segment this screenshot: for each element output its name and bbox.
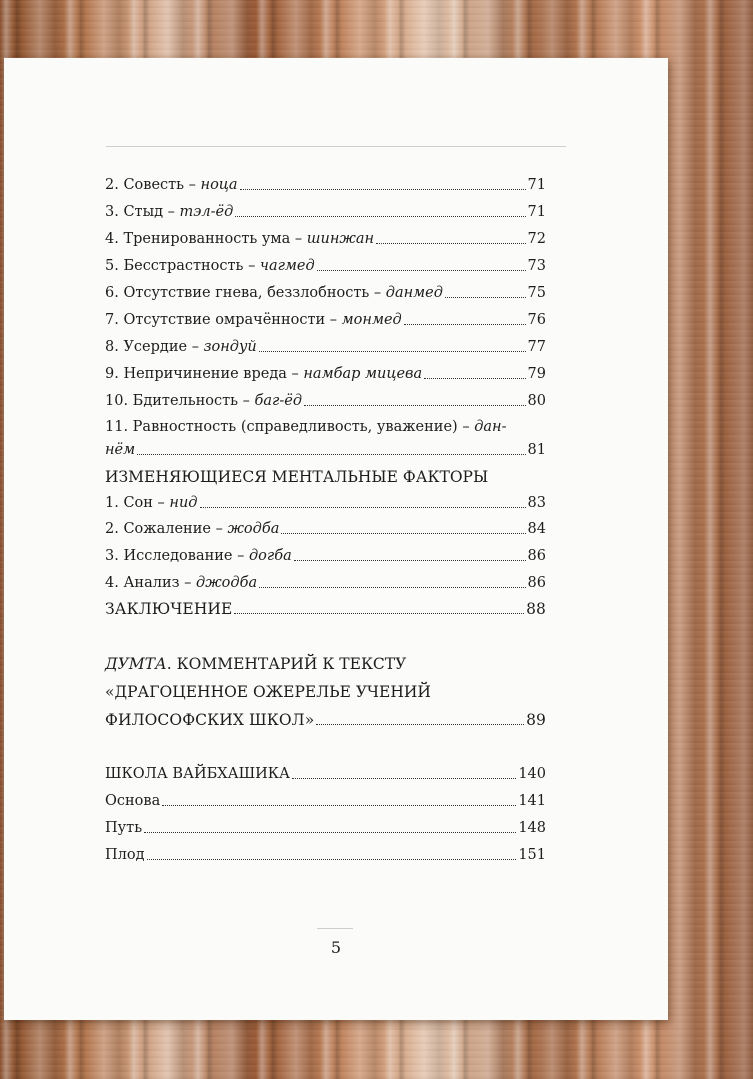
leader-dots [292, 778, 516, 779]
entry-page: 79 [527, 366, 546, 382]
entry-title: Плод [105, 847, 145, 863]
toc-entry-dispassion [105, 257, 546, 275]
entry-title: ШКОЛА ВАЙБХАШИКА [105, 766, 290, 782]
toc-entry-fruit [105, 846, 546, 864]
entry-title: ЗАКЛЮЧЕНИЕ [105, 600, 233, 618]
entry-num: 9. [105, 366, 119, 382]
entry-num: 1. [105, 495, 119, 511]
entry-term: жодба [227, 521, 280, 537]
entry-term: ноца [200, 177, 238, 193]
entry-num: 3. [105, 204, 119, 220]
entry-term: нид [169, 495, 198, 511]
entry-page: 72 [527, 231, 546, 247]
toc-entry-regret [105, 520, 546, 538]
toc-entry-sleep [105, 494, 546, 512]
entry-title: Отсутствие омрачённости – [123, 312, 342, 328]
toc-entry-shame [105, 203, 546, 221]
leader-dots [147, 859, 517, 860]
leader-dots [404, 324, 526, 325]
leader-dots [259, 587, 525, 588]
entry-title: Непричинение вреда – [123, 366, 304, 382]
entry-page: 86 [527, 575, 546, 591]
dumta-title-rest: . КОММЕНТАРИЙ К ТЕКСТУ [166, 655, 407, 673]
entry-page: 81 [527, 442, 546, 458]
entry-page: 88 [526, 600, 546, 618]
entry-term: чагмед [259, 258, 315, 274]
entry-page: 84 [527, 521, 546, 537]
entry-title: Стыд – [123, 204, 180, 220]
entry-title: Основа [105, 793, 161, 809]
entry-title: Отсутствие гнева, беззлобность – [123, 285, 386, 301]
entry-page: 80 [527, 393, 546, 409]
toc-entry-non-harm [105, 365, 546, 383]
leader-dots [259, 351, 526, 352]
entry-page: 83 [527, 495, 546, 511]
entry-page: 89 [526, 711, 546, 729]
entry-num: 5. [105, 258, 119, 274]
toc-entry-training [105, 230, 546, 248]
entry-title: Исследование – [123, 548, 249, 564]
entry-title: Бесстрастность – [123, 258, 260, 274]
entry-title: Сожаление – [123, 521, 228, 537]
dumta-heading-line2: «ДРАГОЦЕННОЕ ОЖЕРЕЛЬЕ УЧЕНИЙ [105, 683, 431, 701]
entry-title: Путь [105, 820, 143, 836]
leader-dots [317, 270, 526, 271]
toc-entry-basis [105, 792, 546, 810]
entry-term: намбар мицева [303, 366, 423, 382]
toc-entry-equanimity-line2 [105, 441, 546, 459]
leader-dots [304, 405, 526, 406]
leader-dots [424, 378, 525, 379]
entry-term: баг-ёд [254, 393, 303, 409]
entry-title: Бдительность – [132, 393, 255, 409]
leader-dots [445, 297, 526, 298]
entry-term: монмед [341, 312, 402, 328]
entry-title: Совесть – [123, 177, 201, 193]
entry-term: дан- [474, 419, 507, 435]
toc-entry-path [105, 819, 546, 837]
toc-entry-conscience [105, 176, 546, 194]
section-heading-changing-factors: ИЗМЕНЯЮЩИЕСЯ МЕНТАЛЬНЫЕ ФАКТОРЫ [105, 468, 489, 486]
entry-term: догба [248, 548, 292, 564]
leader-dots [200, 507, 526, 508]
toc-entry-vaibhashika [105, 765, 546, 783]
toc-entry-no-delusion [105, 311, 546, 329]
entry-num: 8. [105, 339, 119, 355]
page-number: 5 [330, 938, 342, 957]
entry-num: 2. [105, 177, 119, 193]
entry-page: 151 [518, 847, 546, 863]
entry-num: 11. [105, 419, 129, 435]
entry-term: зондуй [203, 339, 257, 355]
dumta-heading-line1 [105, 655, 406, 673]
footer-rule [317, 928, 353, 929]
leader-dots [240, 189, 526, 190]
entry-term: джодба [196, 575, 258, 591]
entry-page: 141 [518, 793, 546, 809]
leader-dots [281, 533, 525, 534]
toc-entry-diligence [105, 338, 546, 356]
entry-num: 4. [105, 231, 119, 247]
entry-page: 73 [527, 258, 546, 274]
dumta-italic-title: ДУМТА [105, 655, 167, 673]
entry-term: шинжан [306, 231, 375, 247]
entry-num: 4. [105, 575, 119, 591]
leader-dots [137, 454, 525, 455]
entry-page: 148 [518, 820, 546, 836]
leader-dots [162, 805, 516, 806]
entry-title: Анализ – [123, 575, 196, 591]
toc-entry-no-anger [105, 284, 546, 302]
entry-title: Сон – [123, 495, 170, 511]
leader-dots [294, 560, 526, 561]
entry-page: 77 [527, 339, 546, 355]
entry-term: тэл-ёд [179, 204, 234, 220]
leader-dots [234, 613, 524, 614]
entry-num: 2. [105, 521, 119, 537]
toc-entry-equanimity-line1 [105, 418, 565, 436]
entry-num: 7. [105, 312, 119, 328]
toc-entry-vigilance [105, 392, 546, 410]
entry-page: 75 [527, 285, 546, 301]
entry-term: нём [105, 442, 136, 458]
entry-title: Равностность (справедливость, уважение) – [132, 419, 470, 435]
book-page [4, 58, 668, 1020]
leader-dots [144, 832, 516, 833]
entry-num: 10. [105, 393, 129, 409]
entry-page: 71 [527, 177, 546, 193]
entry-title: Усердие – [123, 339, 204, 355]
entry-page: 140 [518, 766, 546, 782]
toc-entry-dumta [105, 711, 546, 729]
entry-title: Тренированность ума – [123, 231, 307, 247]
entry-title: ФИЛОСОФСКИХ ШКОЛ» [105, 711, 315, 729]
entry-num: 6. [105, 285, 119, 301]
entry-page: 86 [527, 548, 546, 564]
header-rule [106, 146, 566, 147]
entry-term: данмед [385, 285, 443, 301]
entry-num: 3. [105, 548, 119, 564]
toc-entry-conclusion [105, 600, 546, 618]
toc-entry-analysis [105, 574, 546, 592]
leader-dots [376, 243, 525, 244]
entry-page: 71 [527, 204, 546, 220]
leader-dots [316, 724, 524, 725]
leader-dots [235, 216, 525, 217]
entry-page: 76 [527, 312, 546, 328]
toc-entry-investigation [105, 547, 546, 565]
